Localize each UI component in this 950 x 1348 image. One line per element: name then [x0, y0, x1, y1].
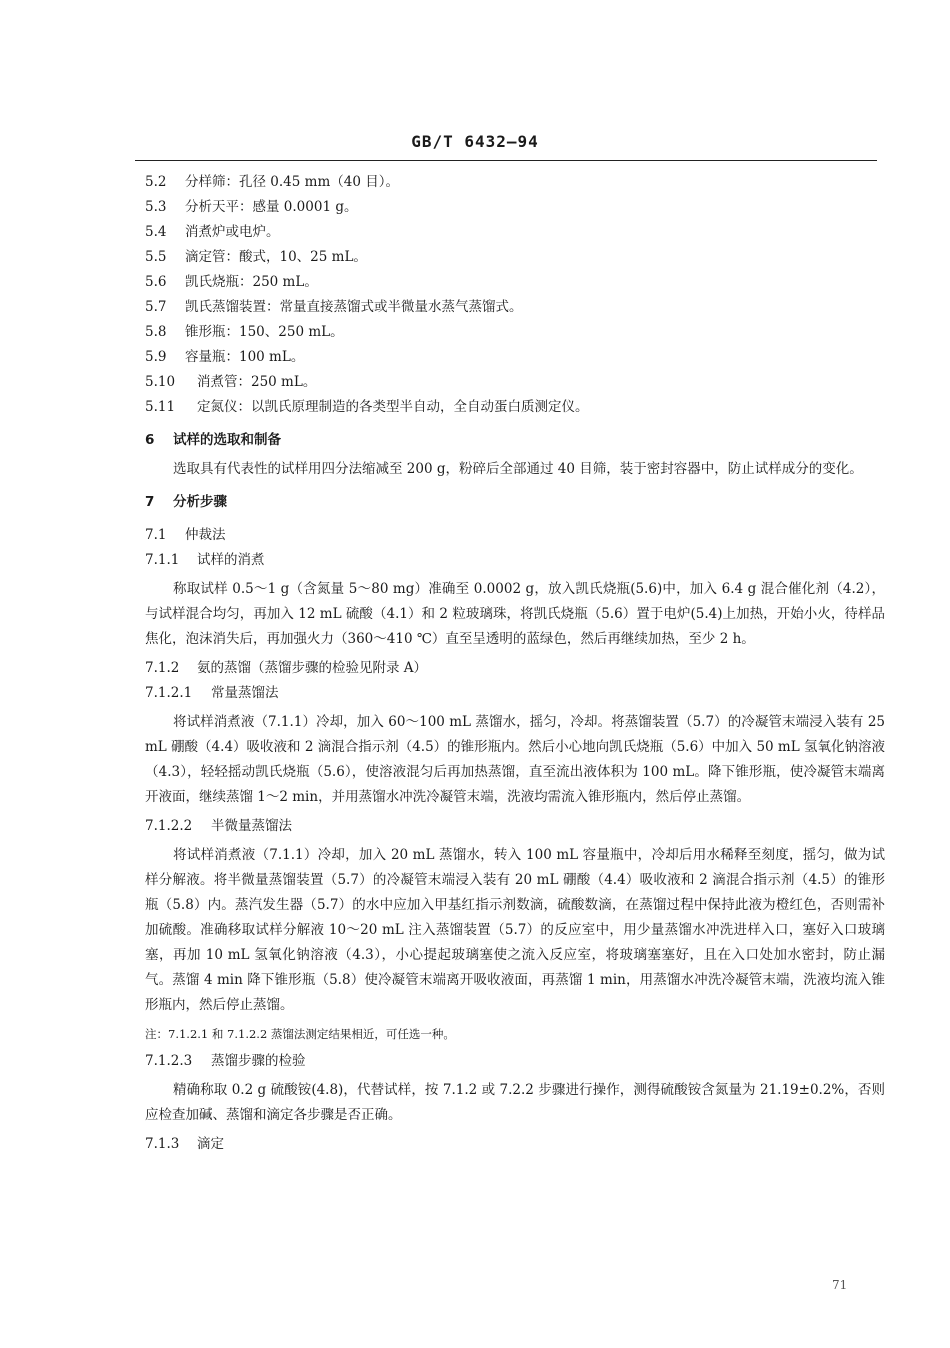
header-rule — [135, 160, 877, 161]
subsection-title: 滴定 — [197, 1136, 224, 1152]
apparatus-item-number: 5.4 — [145, 224, 167, 240]
apparatus-item-text: 滴定管：酸式，10、25 mL。 — [185, 249, 367, 265]
section-heading — [145, 490, 885, 515]
apparatus-item-text: 凯氏蒸馏装置：常量直接蒸馏式或半微量水蒸气蒸馏式。 — [185, 299, 523, 315]
apparatus-item-text: 分样筛：孔径 0.45 mm（40 目）。 — [185, 174, 399, 190]
subsection-title: 试样的消煮 — [197, 552, 265, 568]
apparatus-item — [145, 395, 885, 420]
subsection-number: 7.1.2.1 — [145, 685, 193, 701]
apparatus-item-number: 5.3 — [145, 199, 167, 215]
subsection-title: 仲裁法 — [185, 527, 226, 543]
apparatus-item — [145, 220, 885, 245]
subsection-heading — [145, 548, 885, 573]
subsection-paragraph: 称取试样 0.5～1 g（含氮量 5～80 mg）准确至 0.0002 g，放入凯氏烧瓶(5.6)中，加入 6.4 g 混合催化剂（4.2），与试样混合均匀，再加入 12 mL 硫酸（4.1）和 2 粒玻璃珠，将凯氏烧瓶（5.6）置于电炉(5.4)上加热，开始小火，待样品焦化，泡沫消失后，再加强火力（360～410 ℃）直至呈透明的蓝绿色，然后再继续加热，至少 2 h。 — [145, 581, 885, 647]
subsection-heading — [145, 523, 885, 548]
apparatus-item — [145, 245, 885, 270]
subsection-title: 常量蒸馏法 — [211, 685, 279, 701]
subsection-heading — [145, 814, 885, 839]
apparatus-item — [145, 320, 885, 345]
document-body — [145, 170, 885, 1157]
section-paragraph: 选取具有代表性的试样用四分法缩减至 200 g，粉碎后全部通过 40 目筛，装于密封容器中，防止试样成分的变化。 — [173, 461, 863, 477]
subsection-heading — [145, 1132, 885, 1157]
apparatus-item — [145, 195, 885, 220]
apparatus-item-text: 锥形瓶：150、250 mL。 — [185, 324, 344, 340]
subsection-paragraph: 将试样消煮液（7.1.1）冷却，加入 60～100 mL 蒸馏水，摇匀，冷却。将蒸馏装置（5.7）的冷凝管末端浸入装有 25 mL 硼酸（4.4）吸收液和 2 滴混合指示剂（4.5）的锥形瓶内。然后小心地向凯氏烧瓶（5.6）中加入 50 mL 氢氧化钠溶液（4.3），轻轻摇动凯氏烧瓶（5.6），使溶液混匀后再加热蒸馏，直至流出液体积为 100 mL。降下锥形瓶，使冷凝管末端离开液面，继续蒸馏 1～2 min，并用蒸馏水冲洗冷凝管末端，洗液均需流入锥形瓶内，然后停止蒸馏。 — [145, 714, 885, 805]
apparatus-item-text: 凯氏烧瓶：250 mL。 — [185, 274, 318, 290]
subsection-title: 半微量蒸馏法 — [211, 818, 292, 834]
apparatus-item-number: 5.9 — [145, 349, 167, 365]
note: 注：7.1.2.1 和 7.1.2.2 蒸馏法测定结果相近，可任选一种。 — [145, 1027, 455, 1041]
subsection-heading — [145, 681, 885, 706]
subsection-number: 7.1 — [145, 527, 167, 543]
subsection-number: 7.1.1 — [145, 552, 180, 568]
subsection-paragraph: 将试样消煮液（7.1.1）冷却，加入 20 mL 蒸馏水，转入 100 mL 容量瓶中，冷却后用水稀释至刻度，摇匀，做为试样分解液。将半微量蒸馏装置（5.7）的冷凝管末端浸入装有 20 mL 硼酸（4.4）吸收液和 2 滴混合指示剂（4.5）的锥形瓶（5.8）内。蒸汽发生器（5.7）的水中应加入甲基红指示剂数滴，硫酸数滴，在蒸馏过程中保持此液为橙红色，否则需补加硫酸。准确移取试样分解液 10～20 mL 注入蒸馏装置（5.7）的反应室中，用少量蒸馏水冲洗进样入口，塞好入口玻璃塞，再加 10 mL 氢氧化钠溶液（4.3），小心提起玻璃塞使之流入反应室，将玻璃塞塞好，且在入口处加水密封，防止漏气。蒸馏 4 min 降下锥形瓶（5.8）使冷凝管末端离开吸收液面，再蒸馏 1 min，用蒸馏水冲洗冷凝管末端，洗液均流入锥形瓶内，然后停止蒸馏。 — [145, 847, 885, 1013]
apparatus-item-text: 消煮炉或电炉。 — [185, 224, 280, 240]
standard-code-header: GB/T 6432—94 — [411, 132, 539, 151]
apparatus-item — [145, 345, 885, 370]
subsection-number: 7.1.2.2 — [145, 818, 193, 834]
page-number: 71 — [832, 1278, 848, 1292]
apparatus-item-number: 5.7 — [145, 299, 167, 315]
apparatus-item — [145, 370, 885, 395]
apparatus-item-text: 消煮管：250 mL。 — [197, 374, 317, 390]
apparatus-item-number: 5.2 — [145, 174, 167, 190]
subsection-heading — [145, 1049, 885, 1074]
section-title: 分析步骤 — [173, 494, 227, 510]
apparatus-item-number: 5.5 — [145, 249, 167, 265]
apparatus-item-number: 5.11 — [145, 399, 176, 415]
subsection-number: 7.1.2.3 — [145, 1053, 193, 1069]
apparatus-item-text: 定氮仪：以凯氏原理制造的各类型半自动，全自动蛋白质测定仪。 — [197, 399, 589, 415]
subsection-title: 蒸馏步骤的检验 — [211, 1053, 306, 1069]
subsection-paragraph: 精确称取 0.2 g 硫酸铵(4.8)，代替试样，按 7.1.2 或 7.2.2 步骤进行操作，测得硫酸铵含氮量为 21.19±0.2%，否则应检查加碱、蒸馏和滴定各步骤是否正确。 — [145, 1082, 885, 1123]
section-number: 7 — [145, 494, 155, 510]
apparatus-list — [145, 170, 885, 420]
apparatus-item-number: 5.10 — [145, 374, 176, 390]
section-number: 6 — [145, 432, 155, 448]
subsection-title: 氨的蒸馏（蒸馏步骤的检验见附录 A） — [197, 660, 428, 676]
apparatus-item-text: 分析天平：感量 0.0001 g。 — [185, 199, 358, 215]
apparatus-item — [145, 295, 885, 320]
apparatus-item — [145, 170, 885, 195]
subsection-number: 7.1.2 — [145, 660, 180, 676]
section-heading — [145, 428, 885, 453]
apparatus-item — [145, 270, 885, 295]
apparatus-item-number: 5.6 — [145, 274, 167, 290]
subsection-number: 7.1.3 — [145, 1136, 180, 1152]
section-title: 试样的选取和制备 — [173, 432, 281, 448]
subsection-heading — [145, 656, 885, 681]
apparatus-item-text: 容量瓶：100 mL。 — [185, 349, 305, 365]
apparatus-item-number: 5.8 — [145, 324, 167, 340]
